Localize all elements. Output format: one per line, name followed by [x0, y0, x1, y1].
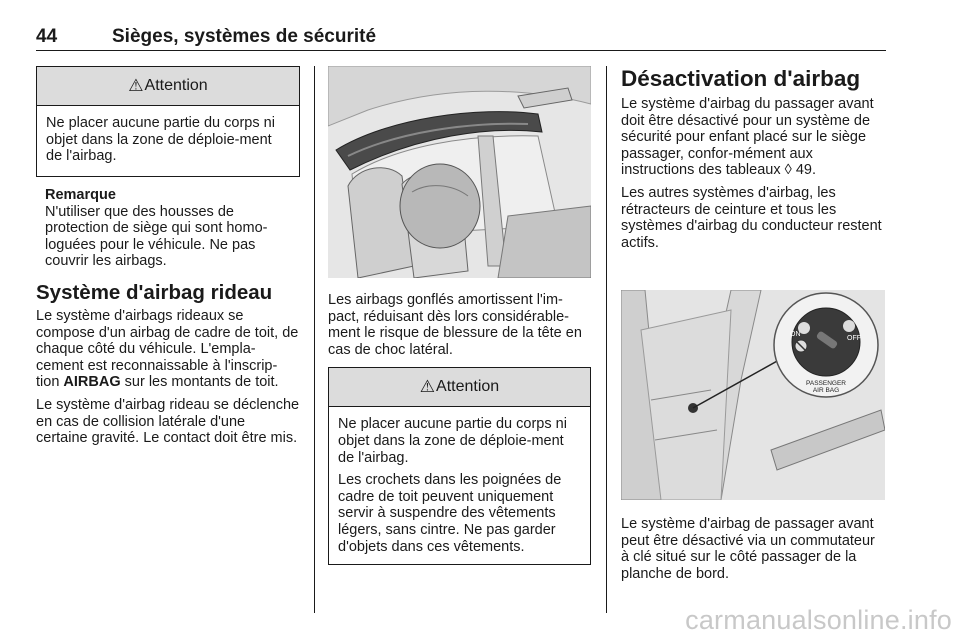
- attention-body: [37, 106, 299, 174]
- column-right: [621, 66, 885, 257]
- attention-text-2b: Les crochets dans les poignées de cadre de toit peuvent uniquement servir à suspendre des vêtements légers, sans cintre. Ne pas garder d'objets dans ces vêtements.: [338, 472, 562, 555]
- remarque-title: Remarque: [45, 187, 116, 203]
- column-left: [36, 66, 300, 453]
- column-right-bottom: [621, 516, 885, 588]
- column-divider-1: [314, 66, 315, 613]
- header-rule: [36, 50, 886, 51]
- attention-heading: Attention: [144, 76, 208, 94]
- column-middle: [328, 292, 591, 565]
- caption-airbag-switch: Le système d'airbag de passager avant peut être désactivé via un commutateur à clé situé sur le côté passager de la planche de bord.: [621, 516, 875, 582]
- paragraph-rideau-2: Le système d'airbag rideau se déclenche en cas de collision latérale d'une certaine gravité. Le contact doit être mis.: [36, 396, 300, 447]
- attention-body-2: [329, 407, 590, 564]
- warning-icon: ⚠: [128, 75, 144, 95]
- switch-label-off: OFF: [847, 335, 861, 342]
- section-title-desactivation: Désactivation d'airbag: [621, 66, 861, 91]
- attention-text-2a: Ne placer aucune partie du corps ni objet dans la zone de déploie-ment de l'airbag.: [338, 416, 567, 466]
- page-title: Sièges, systèmes de sécurité: [112, 26, 377, 47]
- paragraph-rideau-1: [36, 308, 300, 391]
- curtain-airbag-image: [328, 66, 591, 278]
- switch-label-passenger: PASSENGER: [806, 380, 846, 387]
- airbag-switch-illustration: [621, 290, 885, 500]
- caption-curtain-airbag: Les airbags gonflés amortissent l'im-pact, réduisant dès lors considérable-ment le risque de blessure de la tête en cas de choc latéral.: [328, 292, 582, 358]
- section-title-rideau: Système d'airbag rideau: [36, 280, 273, 304]
- page-number: 44: [36, 26, 58, 47]
- switch-label-on: ON: [790, 331, 801, 338]
- remarque-block: [36, 187, 300, 270]
- attention-box-2: [328, 367, 591, 565]
- attention-text: Ne placer aucune partie du corps ni objet dans la zone de déploie-ment de l'airbag.: [46, 115, 275, 165]
- airbag-switch-image: [621, 290, 885, 500]
- paragraph-desactivation-2: Les autres systèmes d'airbag, les rétracteurs de ceinture et tous les systèmes d'airbag du conducteur restent actifs.: [621, 184, 882, 251]
- attention-heading-2: Attention: [436, 378, 500, 396]
- attention-header: [37, 67, 299, 106]
- page-header: [36, 22, 886, 50]
- warning-icon: ⚠: [419, 377, 436, 397]
- curtain-airbag-illustration: [328, 66, 591, 278]
- column-divider-2: [606, 66, 607, 613]
- attention-header-2: [329, 368, 590, 407]
- paragraph-desactivation-1: Le système d'airbag du passager avant doit être désactivé pour un système de sécurité pour enfant placé sur le siège passager, confor-mément aux instructions des tableaux ◊ 49.: [621, 96, 874, 179]
- watermark: carmanualsonline.info: [685, 605, 952, 635]
- airbag-keyword: AIRBAG: [63, 374, 121, 391]
- paragraph-rideau-1-end: sur les montants de toit.: [120, 374, 279, 391]
- remarque-text: N'utiliser que des housses de protection de siège qui sont homo-loguées pour le véhicule. Ne pas couvrir les airbags.: [45, 203, 268, 270]
- attention-box: [36, 66, 300, 177]
- switch-label-airbag: AIR BAG: [812, 387, 840, 394]
- paragraph-rideau-1-text: Le système d'airbags rideaux se compose d'un airbag de cadre de toit, de chaque côté du véhicule. L'empla-cement est reconnaissable à l'inscrip-tion: [36, 307, 299, 391]
